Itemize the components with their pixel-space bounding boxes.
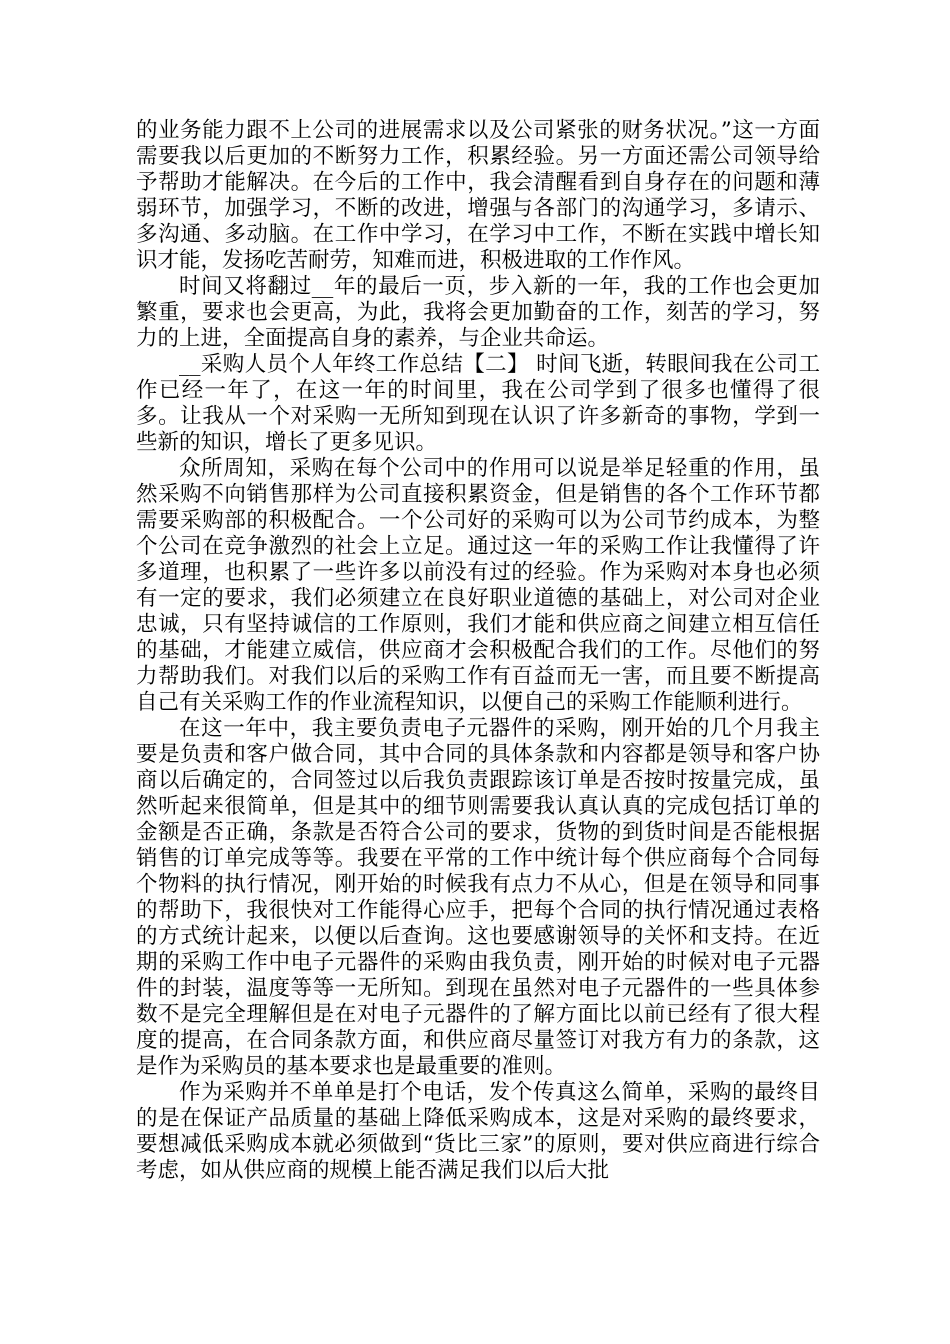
paragraph-continuation: 的业务能力跟不上公司的进展需求以及公司紧张的财务状况。”这一方面需要我以后更加的不断努力工作，积累经验。另一方面还需公司领导给予帮助才能解决。在今后的工作中，我会清醒看到自身存在的问题和薄弱环节，加强学习，不断的改进，增强与各部门的沟通学习，多请示、多沟通、多动脑。在工作中学习，在学习中工作，不断在实践中增长知识才能，发扬吃苦耐劳，知难而进，积极进取的工作作风。 (136, 118, 820, 273)
paragraph-summary-two-intro: __采购人员个人年终工作总结【二】 时间飞逝，转眼间我在公司工作已经一年了，在这一年的时间里，我在公司学到了很多也懂得了很多。让我从一个对采购一无所知到现在认识了许多新奇的事物，学到一些新的知识，增长了更多见识。 (136, 352, 820, 455)
paragraph-new-year: 时间又将翻过__年的最后一页，步入新的一年，我的工作也会更加繁重，要求也会更高，为此，我将会更加勤奋的工作，刻苦的学习，努力的上进，全面提高自身的素养，与企业共命运。 (136, 274, 820, 351)
paragraph-cost-reduction: 作为采购并不单单是打个电话，发个传真这么简单，采购的最终目的是在保证产品质量的基础上降低采购成本，这是对采购的最终要求，要想减低采购成本就必须做到“货比三家”的原则，要对供应商进行综合考虑，如从供应商的规模上能否满足我们以后大批 (136, 1080, 820, 1183)
paragraph-electronic-components: 在这一年中，我主要负责电子元器件的采购，刚开始的几个月我主要是负责和客户做合同，其中合同的具体条款和内容都是领导和客户协商以后确定的，合同签过以后我负责跟踪该订单是否按时按量完成，虽然听起来很简单，但是其中的细节则需要我认真认真的完成包括订单的金额是否正确，条款是否符合公司的要求，货物的到货时间是否能根据销售的订单完成等等。我要在平常的工作中统计每个供应商每个合同每个物料的执行情况，刚开始的时候我有点力不从心，但是在领导和同事的帮助下，我很快对工作能得心应手，把每个合同的执行情况通过表格的方式统计起来，以便以后查询。这也要感谢领导的关怀和支持。在近期的采购工作中电子元器件的采购由我负责，刚开始的时候对电子元器件的封装，温度等等一无所知。到现在虽然对电子元器件的一些具体参数不是完全理解但是在对电子元器件的了解方面比以前已经有了很大程度的提高，在合同条款方面，和供应商尽量签订对我方有力的条款，这是作为采购员的基本要求也是最重要的准则。 (136, 716, 820, 1079)
paragraph-purchasing-role: 众所周知，采购在每个公司中的作用可以说是举足轻重的作用，虽然采购不向销售那样为公司直接积累资金，但是销售的各个工作环节都需要采购部的积极配合。一个公司好的采购可以为公司节约成本，为整个公司在竞争激烈的社会上立足。通过这一年的采购工作让我懂得了许多道理，也积累了一些许多以前没有过的经验。作为采购对本身也必须有一定的要求，我们必须建立在良好职业道德的基础上，对公司对企业忠诚，只有坚持诚信的工作原则，我们才能和供应商之间建立相互信任的基础，才能建立威信，供应商才会积极配合我们的工作。尽他们的努力帮助我们。对我们以后的采购工作有百益而无一害，而且要不断提高自己有关采购工作的作业流程知识，以便自己的采购工作能顺利进行。 (136, 456, 820, 715)
document-page (136, 118, 820, 1184)
